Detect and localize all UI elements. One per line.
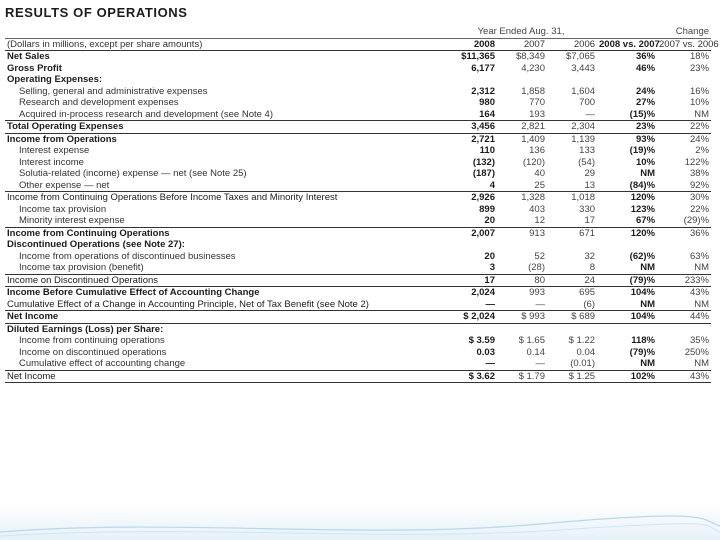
cell-2006: 8 [589, 262, 596, 273]
cell-change-2007-vs-2006: 233% [657, 274, 711, 287]
cell-2006: 32 [584, 250, 596, 262]
table-row [5, 192, 711, 204]
cell-change-2008-vs-2007: 10% [636, 156, 656, 168]
cell-change-2007-vs-2006 [657, 74, 711, 86]
cell-2007: 136 [529, 145, 545, 156]
cell-2006 [547, 74, 597, 86]
cell-2007: $ 1.79 [497, 370, 547, 383]
cell-2008: 899 [479, 203, 495, 215]
cell-change-2008-vs-2007: (15)% [629, 108, 656, 120]
cell-2007: 1,409 [497, 133, 547, 145]
cell-change-2008-vs-2007: 104% [597, 311, 657, 324]
col-header-2006: 2006 [547, 38, 597, 51]
cell-change-2008-vs-2007: 93% [597, 133, 657, 145]
cell-2006: 13 [584, 179, 596, 191]
header-blank [597, 26, 657, 38]
cell-2007: (120) [522, 156, 545, 168]
row-label: Operating Expenses: [7, 74, 103, 85]
cell-2008 [445, 323, 497, 335]
cell-2008: 17 [445, 274, 497, 287]
cell-2008: — [485, 358, 495, 369]
cell-2007 [497, 323, 547, 335]
cell-2006: (54) [578, 156, 596, 168]
cell-change-2007-vs-2006: NM [694, 358, 710, 369]
cell-2008 [445, 239, 497, 251]
page-title: RESULTS OF OPERATIONS [5, 5, 188, 20]
cell-2008: 2,926 [445, 192, 497, 204]
cell-change-2008-vs-2007: 118% [631, 335, 656, 346]
cell-change-2007-vs-2006: 30% [657, 192, 711, 204]
cell-2006: 0.04 [576, 346, 596, 358]
cell-change-2007-vs-2006: 38% [690, 168, 710, 179]
row-label: Income from Operations [5, 133, 445, 145]
cell-change-2007-vs-2006: 2% [695, 145, 710, 156]
cell-2008: 110 [479, 145, 495, 156]
cell-change-2007-vs-2006: 36% [657, 227, 711, 239]
table-row [5, 157, 711, 169]
cell-2007: — [535, 298, 545, 310]
cell-2006: 29 [584, 168, 596, 179]
cell-2008: 20 [484, 250, 495, 262]
cell-change-2008-vs-2007: (19)% [629, 145, 656, 156]
row-label: Income from operations of discontinued businesses [19, 250, 236, 262]
row-label: Total Operating Expenses [5, 121, 445, 134]
table-row [5, 86, 711, 98]
cell-2008: 4 [489, 179, 495, 191]
cell-2008: 0.03 [476, 346, 495, 358]
row-label: Net Income [5, 370, 445, 383]
table-row [5, 121, 711, 134]
cell-2007: 193 [529, 108, 545, 120]
cell-2007: 1,328 [497, 192, 547, 204]
table-row [5, 287, 711, 299]
results-of-operations-table [5, 26, 719, 383]
header-row-period [5, 26, 711, 38]
cell-2007: $ 1.65 [518, 335, 545, 346]
cell-change-2008-vs-2007: 23% [597, 121, 657, 134]
cell-2008: (187) [472, 168, 495, 179]
row-label: Research and development expenses [19, 97, 179, 108]
table-row [5, 370, 711, 383]
cell-2008: — [485, 298, 495, 310]
cell-change-2008-vs-2007: NM [640, 298, 656, 310]
cell-2006 [547, 239, 597, 251]
header-row-columns [5, 38, 711, 51]
cell-change-2008-vs-2007: 102% [597, 370, 657, 383]
cell-2007: 12 [534, 215, 545, 226]
cell-change-2007-vs-2006: 43% [657, 370, 711, 383]
table-row [5, 239, 711, 251]
cell-change-2008-vs-2007: (79)% [597, 274, 657, 287]
cell-change-2008-vs-2007: 67% [636, 215, 656, 226]
cell-change-2008-vs-2007: NM [640, 358, 656, 369]
cell-change-2007-vs-2006: NM [694, 108, 710, 120]
cell-change-2008-vs-2007: (79)% [629, 346, 656, 358]
table-row [5, 358, 711, 370]
cell-2007: 40 [534, 168, 545, 179]
cell-change-2007-vs-2006: 122% [684, 156, 710, 168]
cell-2006: 671 [547, 227, 597, 239]
cell-2007: 770 [529, 97, 545, 108]
table-row [5, 274, 711, 287]
cell-change-2007-vs-2006 [657, 239, 711, 251]
cell-2007: 25 [534, 179, 545, 191]
cell-change-2007-vs-2006: 16% [690, 85, 710, 97]
table-row [5, 97, 711, 109]
row-label: Interest expense [19, 145, 90, 156]
cell-change-2007-vs-2006: 35% [690, 335, 710, 346]
cell-change-2007-vs-2006: 22% [690, 203, 710, 215]
col-header-2007: 2007 [497, 38, 547, 51]
cell-change-2008-vs-2007: 120% [597, 192, 657, 204]
row-label: Cumulative Effect of a Change in Accounting Principle, Net of Tax Benefit (see Note 2) [7, 298, 369, 310]
cell-2007: 0.14 [526, 346, 545, 358]
cell-change-2008-vs-2007: (84)% [629, 179, 656, 191]
cell-2008: (132) [472, 156, 495, 168]
table-row [5, 335, 711, 347]
table-row [5, 63, 711, 75]
cell-change-2007-vs-2006: 250% [684, 346, 710, 358]
cell-2008: $ 3.59 [468, 335, 495, 346]
cell-change-2008-vs-2007 [597, 74, 657, 86]
row-label: Income from Continuing Operations Before Income Taxes and Minority Interest [5, 192, 445, 204]
cell-2007: 80 [497, 274, 547, 287]
table-row [5, 109, 711, 121]
cell-2008: 2,721 [445, 133, 497, 145]
cell-2006: 700 [579, 97, 596, 108]
row-label: Cumulative effect of accounting change [19, 358, 186, 369]
row-label: Net Income [5, 311, 445, 324]
cell-change-2008-vs-2007: 36% [636, 51, 656, 62]
table-row [5, 227, 711, 239]
cell-change-2008-vs-2007: 46% [636, 62, 656, 74]
row-label: Income from Continuing Operations [5, 227, 445, 239]
cell-2006: 133 [579, 145, 596, 156]
table-row [5, 168, 711, 180]
cell-2008: $ 3.62 [445, 370, 497, 383]
cell-2006: 330 [579, 203, 596, 215]
footer-decoration [0, 504, 720, 540]
cell-change-2008-vs-2007: 120% [597, 227, 657, 239]
row-label: Income from continuing operations [19, 335, 165, 346]
row-label: Solutia-related (income) expense — net (see Note 25) [19, 168, 247, 179]
wave-decoration [0, 504, 720, 540]
table-row [5, 311, 711, 324]
cell-change-2007-vs-2006: 22% [657, 121, 711, 134]
cell-2006: 1,604 [571, 85, 596, 97]
table-row [5, 51, 711, 63]
table-row [5, 215, 711, 227]
cell-2007: 913 [497, 227, 547, 239]
cell-2007: 2,821 [497, 121, 547, 134]
row-label: Interest income [19, 156, 84, 168]
row-label: Net Sales [7, 51, 50, 62]
table-row [5, 133, 711, 145]
cell-2007: — [535, 358, 545, 369]
cell-2008: 6,177 [471, 62, 495, 74]
cell-change-2007-vs-2006: 18% [690, 51, 710, 62]
cell-2006: $7,065 [565, 51, 596, 62]
row-label: Income Before Cumulative Effect of Accounting Change [5, 287, 445, 299]
col-header-2007-vs-2006: 2007 vs. 2006 [659, 38, 719, 50]
cell-change-2007-vs-2006: 92% [690, 179, 710, 191]
table-row [5, 204, 711, 216]
cell-change-2008-vs-2007: 123% [630, 203, 656, 215]
cell-change-2008-vs-2007: 27% [636, 97, 656, 108]
table-row [5, 145, 711, 157]
cell-2006: 695 [547, 287, 597, 299]
cell-2008 [445, 74, 497, 86]
cell-2006: (0.01) [570, 358, 596, 369]
cell-2008: $11,365 [461, 51, 495, 62]
table-body [5, 51, 711, 383]
row-label: Income on discontinued operations [19, 346, 167, 358]
cell-2008: 164 [479, 108, 495, 120]
cell-2007 [497, 74, 547, 86]
cell-2006: $ 1.22 [568, 335, 596, 346]
cell-2008: 2,312 [471, 85, 495, 97]
cell-2007: 4,230 [521, 62, 545, 74]
cell-2008: $ 2,024 [445, 311, 497, 324]
cell-2006: 3,443 [571, 62, 596, 74]
row-label: Diluted Earnings (Loss) per Share: [5, 323, 445, 335]
col-header-2008: 2008 [445, 38, 497, 51]
cell-change-2008-vs-2007: 104% [597, 287, 657, 299]
cell-2006: 1,018 [547, 192, 597, 204]
cell-change-2007-vs-2006: NM [694, 262, 710, 273]
header-blank [5, 26, 445, 38]
table-row [5, 251, 711, 263]
cell-2006: 1,139 [547, 133, 597, 145]
row-label: Acquired in-process research and development (see Note 4) [19, 108, 273, 120]
cell-change-2008-vs-2007 [597, 323, 657, 335]
cell-2007: 1,858 [521, 85, 545, 97]
cell-2006 [547, 323, 597, 335]
cell-change-2007-vs-2006: 23% [690, 62, 710, 74]
cell-change-2008-vs-2007: NM [640, 168, 656, 179]
cell-change-2007-vs-2006 [657, 323, 711, 335]
cell-2006: (6) [583, 298, 596, 310]
table-row [5, 262, 711, 274]
cell-2008: 2,007 [445, 227, 497, 239]
cell-2006: $ 1.25 [547, 370, 597, 383]
cell-change-2008-vs-2007 [597, 239, 657, 251]
cell-change-2007-vs-2006: 43% [657, 287, 711, 299]
row-label: Income tax provision [19, 203, 107, 215]
row-label: Income on Discontinued Operations [5, 274, 445, 287]
col-header-2008-vs-2007: 2008 vs. 2007 [599, 38, 660, 50]
cell-2007: $8,349 [515, 51, 545, 62]
row-label: Discontinued Operations (see Note 27): [7, 239, 185, 250]
cell-change-2007-vs-2006: NM [694, 298, 710, 310]
table-row [5, 74, 711, 86]
cell-2007: $ 993 [497, 311, 547, 324]
cell-change-2008-vs-2007: NM [640, 262, 656, 273]
table-row [5, 323, 711, 335]
cell-2006: 17 [584, 215, 596, 226]
table-row [5, 347, 711, 359]
cell-change-2008-vs-2007: 24% [636, 85, 656, 97]
table-row [5, 180, 711, 192]
cell-change-2007-vs-2006: 24% [657, 133, 711, 145]
cell-2008: 20 [484, 215, 495, 226]
cell-2007: 403 [529, 203, 545, 215]
cell-2007: 993 [497, 287, 547, 299]
cell-2008: 3,456 [445, 121, 497, 134]
units-note: (Dollars in millions, except per share amounts) [5, 38, 445, 51]
cell-2008: 3 [489, 262, 495, 273]
period-header: Year Ended Aug. 31, [445, 26, 597, 38]
cell-2006: $ 689 [547, 311, 597, 324]
row-label: Income tax provision (benefit) [19, 262, 144, 273]
cell-2006: 24 [547, 274, 597, 287]
row-label: Other expense — net [19, 179, 110, 191]
cell-2007: 52 [534, 250, 545, 262]
cell-2007 [497, 239, 547, 251]
cell-2008: 980 [479, 97, 495, 108]
cell-2006: — [585, 108, 596, 120]
change-header: Change [657, 26, 711, 38]
cell-change-2007-vs-2006: 44% [657, 311, 711, 324]
row-label: Minority interest expense [19, 215, 125, 226]
row-label: Gross Profit [7, 62, 62, 74]
cell-change-2007-vs-2006: 10% [690, 97, 710, 108]
cell-change-2007-vs-2006: 63% [690, 250, 710, 262]
cell-2008: 2,024 [445, 287, 497, 299]
cell-change-2008-vs-2007: (62)% [629, 250, 656, 262]
cell-2006: 2,304 [547, 121, 597, 134]
row-label: Selling, general and administrative expenses [19, 85, 208, 97]
cell-2007: (28) [528, 262, 545, 273]
cell-change-2007-vs-2006: (29)% [683, 215, 710, 226]
table-row [5, 299, 711, 311]
